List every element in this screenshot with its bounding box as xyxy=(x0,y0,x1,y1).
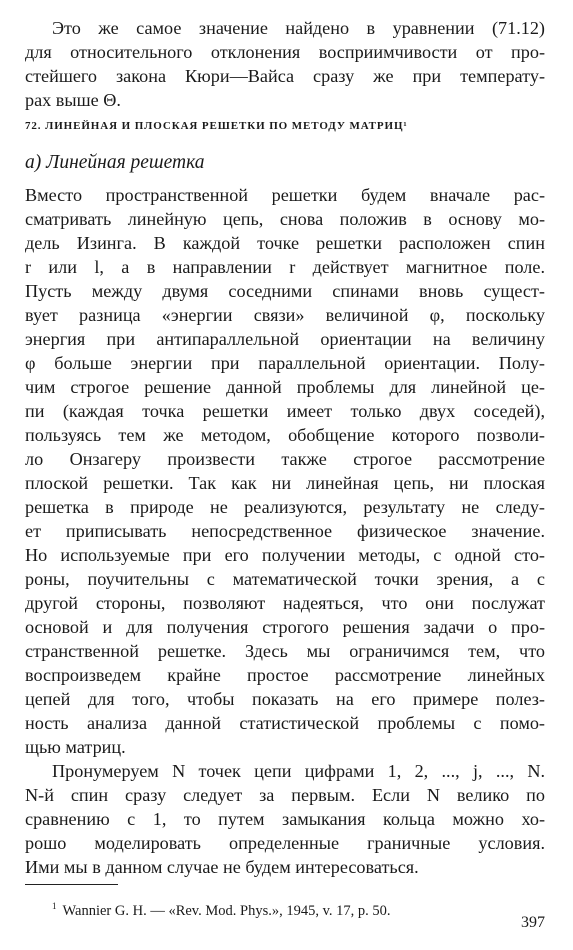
page-number: 397 xyxy=(521,914,545,931)
intro-line: для относительного отклонения восприимчивости от про- xyxy=(25,42,545,62)
paragraph-line: щью матриц. xyxy=(25,737,126,757)
paragraph-line: Ими мы в данном случае не будем интересоваться. xyxy=(25,857,419,877)
paragraph-line: пользуясь тем же методом, обобщение которого позволи- xyxy=(25,425,545,445)
paragraph-line: вует разница «энергии связи» величиной φ, поскольку xyxy=(25,305,545,325)
paragraph-line: Пусть между двумя соседними спинами вновь сущест- xyxy=(25,281,545,301)
footnote-divider xyxy=(25,884,118,885)
paragraph-line: роны, поучительны с математической точки зрения, а с xyxy=(25,569,545,589)
paragraph-line: N-й спин сразу следует за первым. Если N велико по xyxy=(25,785,545,805)
paragraph-line: пи (каждая точка решетки имеет только двух соседей), xyxy=(25,401,545,421)
footnote-marker: 1 xyxy=(52,901,57,911)
paragraph-line: сматривать линейную цепь, снова положив в основу мо- xyxy=(25,209,545,229)
paragraph-line: ет приписывать непосредственное физическое значение. xyxy=(25,521,545,541)
paragraph-line: другой стороны, позволяют надеяться, что они послужат xyxy=(25,593,545,613)
paragraph-line: сравнению с 1, то путем замыкания кольца можно хо- xyxy=(25,809,545,829)
paragraph-line: чим строгое решение данной проблемы для линейной це- xyxy=(25,377,545,397)
paragraph-line: энергия при антипараллельной ориентации на величину xyxy=(25,329,545,349)
subsection-heading: а) Линейная решетка xyxy=(25,152,205,173)
paragraph-line: r или l, а в направлении r действует магнитное поле. xyxy=(25,257,545,277)
intro-line: Это же самое значение найдено в уравнении (71.12) xyxy=(52,18,545,38)
paragraph-line: решетка в природе не реализуются, результату не следу- xyxy=(25,497,545,517)
footnote xyxy=(52,901,391,920)
paragraph-line: дель Изинга. В каждой точке решетки расположен спин xyxy=(25,233,545,253)
paragraph-line: ность анализа данной статистической проблемы с помо- xyxy=(25,713,545,733)
paragraph-line: цепей для того, чтобы показать на его примере полез- xyxy=(25,689,545,709)
paragraph-line: Вместо пространственной решетки будем вначале рас- xyxy=(25,185,545,205)
intro-line: рах выше Θ. xyxy=(25,90,121,110)
paragraph-line: воспроизведем крайне простое рассмотрение линейных xyxy=(25,665,545,685)
footnote-text: Wannier G. H. — «Rev. Mod. Phys.», 1945, v. 17, p. 50. xyxy=(62,903,391,919)
paragraph-line: основой и для получения строгого решения задачи о про- xyxy=(25,617,545,637)
intro-line: стейшего закона Кюри—Вайса сразу же при температу- xyxy=(25,66,545,86)
paragraph-line: Но используемые при его получении методы, с одной сто- xyxy=(25,545,545,565)
paragraph-line: рошо моделировать определенные граничные условия. xyxy=(25,833,545,853)
paragraph-line: странственной решетке. Здесь мы ограничимся тем, что xyxy=(25,641,545,661)
section-heading: 72. ЛИНЕЙНАЯ И ПЛОСКАЯ РЕШЕТКИ ПО МЕТОДУ МАТРИЦ¹ xyxy=(25,120,408,132)
paragraph-line: плоской решетки. Так как ни линейная цепь, ни плоская xyxy=(25,473,545,493)
paragraph-line: Пронумеруем N точек цепи цифрами 1, 2, ..., j, ..., N. xyxy=(52,761,545,781)
paragraph-line: φ больше энергии при параллельной ориентации. Полу- xyxy=(25,353,545,373)
paragraph-line: ло Онзагеру произвести также строгое рассмотрение xyxy=(25,449,545,469)
